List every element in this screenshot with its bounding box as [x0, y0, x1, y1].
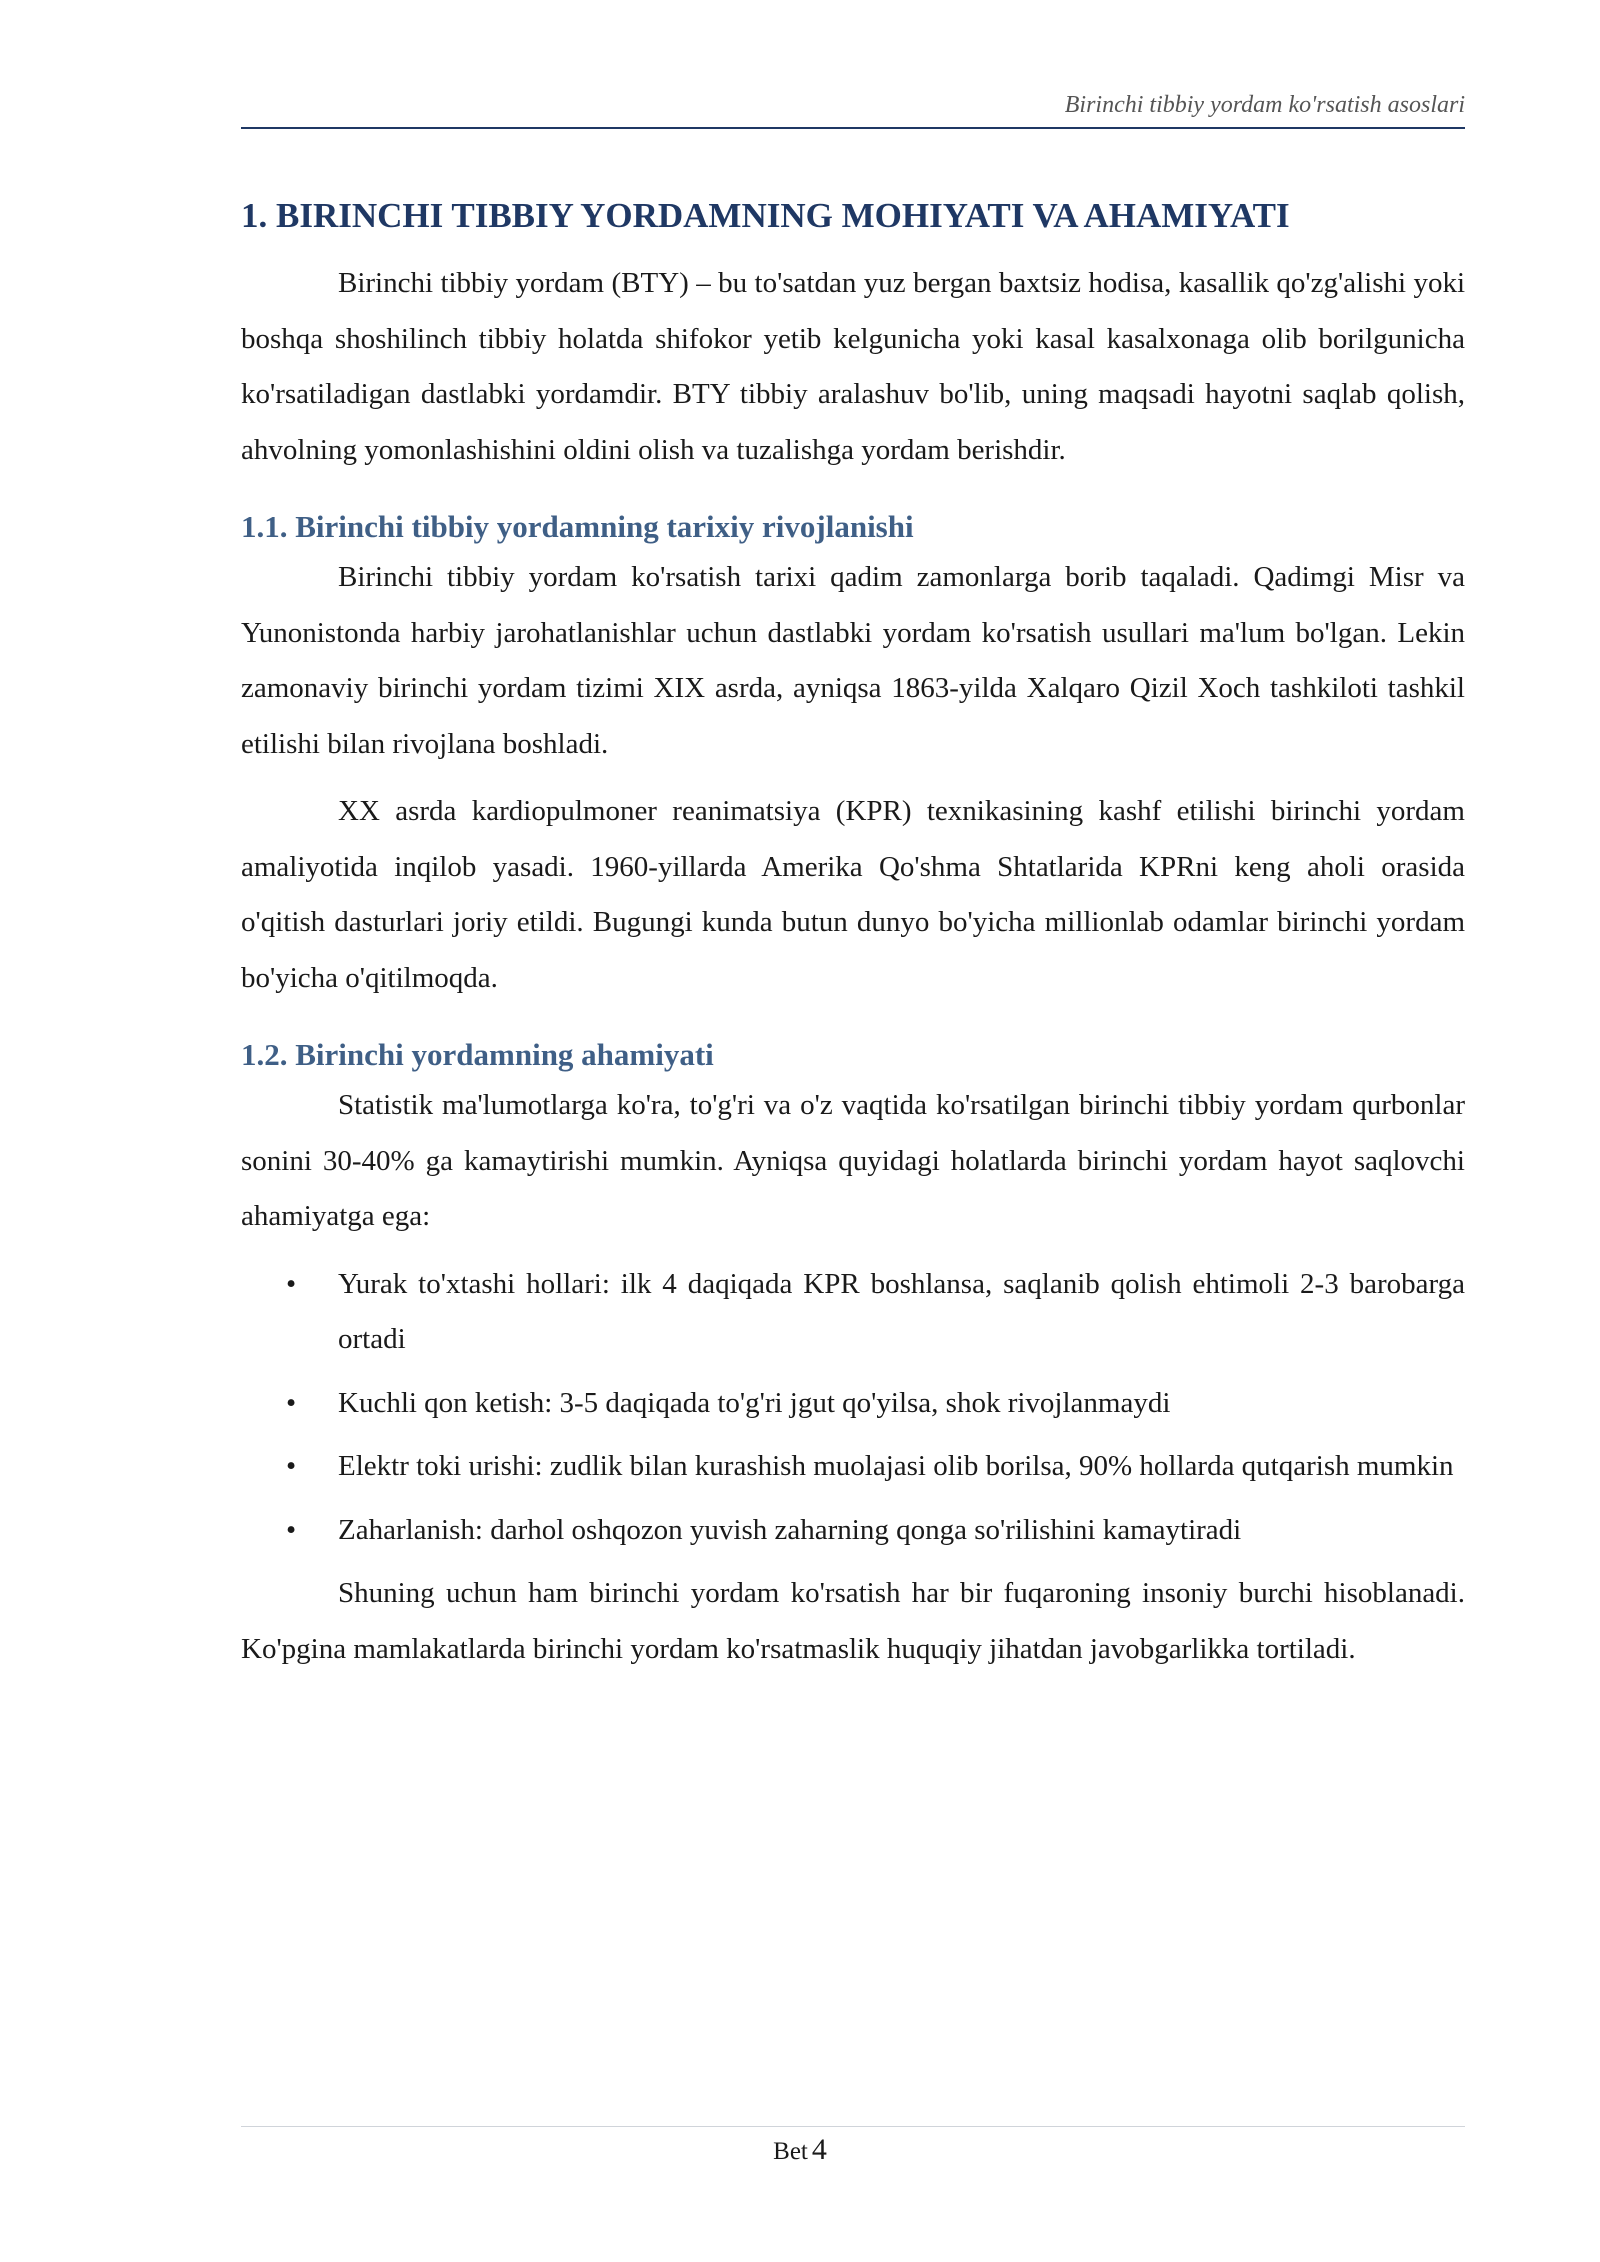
section-1-2-closing: Shuning uchun ham birinchi yordam ko'rsatish har bir fuqaroning insoniy burchi hisoblanadi. Ko'pgina mamlakatlarda birinchi yordam ko'rsatmaslik huquqiy jihatdan javobgarlikka tortiladi. — [241, 1577, 1465, 1665]
list-item — [241, 1503, 1465, 1559]
bullet-icon: • — [286, 1386, 297, 1419]
bullet-icon: • — [286, 1513, 297, 1546]
list-item — [241, 1257, 1465, 1368]
bullet-icon: • — [286, 1267, 297, 1300]
page-number: 4 — [811, 2133, 827, 2166]
page-content — [241, 190, 1465, 1689]
importance-list — [241, 1257, 1465, 1559]
footer-rule — [241, 2126, 1465, 2127]
section-1-heading: 1. BIRINCHI TIBBIY YORDAMNING MOHIYATI VA AHAMIYATI — [241, 196, 1290, 235]
list-item-text: Kuchli qon ketish: 3-5 daqiqada to'g'ri jgut qo'yilsa, shok rivojlanmaydi — [338, 1386, 1171, 1419]
section-1-2-intro: Statistik ma'lumotlarga ko'ra, to'g'ri va o'z vaqtida ko'rsatilgan birinchi tibbiy yordam qurbonlar sonini 30-40% ga kamaytirishi mumkin. Ayniqsa quyidagi holatlarda birinchi yordam hayot saqlovchi ahamiyatga ega: — [241, 1089, 1465, 1232]
section-1-1-paragraph-2: XX asrda kardiopulmoner reanimatsiya (KPR) texnikasining kashf etilishi birinchi yordam amaliyotida inqilob yasadi. 1960-yillarda Amerika Qo'shma Shtatlarida KPRni keng aholi orasida o'qitish dasturlari joriy etildi. Bugungi kunda butun dunyo bo'yicha millionlab odamlar birinchi yordam bo'yicha o'qitilmoqda. — [241, 795, 1465, 994]
section-1-1-paragraph-1: Birinchi tibbiy yordam ko'rsatish tarixi qadim zamonlarga borib taqaladi. Qadimgi Misr va Yunonistonda harbiy jarohatlanishlar uchun dastlabki yordam ko'rsatish usullari ma'lum bo'lgan. Lekin zamonaviy birinchi yordam tizimi XIX asrda, ayniqsa 1863-yilda Xalqaro Qizil Xoch tashkiloti tashkil etilishi bilan rivojlana boshladi. — [241, 561, 1465, 760]
bullet-icon: • — [286, 1450, 297, 1482]
list-item — [241, 1439, 1465, 1495]
list-item — [241, 1376, 1465, 1432]
section-1-2-heading: 1.2. Birinchi yordamning ahamiyati — [241, 1037, 714, 1072]
list-item-text: Yurak to'xtashi hollari: ilk 4 daqiqada KPR boshlansa, saqlanib qolish ehtimoli 2-3 barobarga ortadi — [338, 1267, 1465, 1355]
header-rule — [241, 127, 1465, 129]
list-item-text: Elektr toki urishi: zudlik bilan kurashish muolajasi olib borilsa, 90% hollarda qutqarish mumkin — [338, 1450, 1454, 1482]
list-item-text: Zaharlanish: darhol oshqozon yuvish zaharning qonga so'rilishini kamaytiradi — [338, 1513, 1242, 1546]
page-label: Bet — [773, 2138, 808, 2165]
section-1-paragraph: Birinchi tibbiy yordam (BTY) – bu to'satdan yuz bergan baxtsiz hodisa, kasallik qo'zg'alishi yoki boshqa shoshilinch tibbiy holatda shifokor yetib kelgunicha yoki kasal kasalxonaga olib borilgunicha ko'rsatiladigan dastlabki yordamdir. BTY tibbiy aralashuv bo'lib, uning maqsadi hayotni saqlab qolish, ahvolning yomonlashishini oldini olish va tuzalishga yordam berishdir. — [241, 267, 1465, 466]
page-footer — [0, 2133, 1600, 2167]
running-header: Birinchi tibbiy yordam ko'rsatish asoslari — [1064, 92, 1465, 118]
section-1-1-heading: 1.1. Birinchi tibbiy yordamning tarixiy rivojlanishi — [241, 509, 914, 544]
